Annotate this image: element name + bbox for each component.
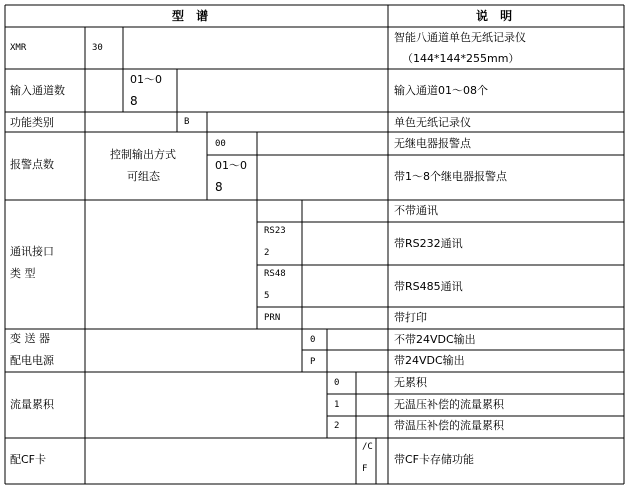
comm-rs232-code-a: RS23	[264, 226, 286, 236]
comm-prn-code: PRN	[264, 313, 281, 323]
comm-rs485-code-a: RS48	[264, 269, 286, 279]
comm-rs485-desc: 带RS485通讯	[394, 280, 463, 293]
power-opt1-code: 0	[310, 335, 316, 345]
comm-rs232-code-b: 2	[264, 248, 270, 258]
comm-label-a: 通讯接口	[10, 245, 54, 258]
alarm-label: 报警点数	[10, 158, 54, 171]
xmr-label: XMR	[10, 43, 27, 53]
func-code: B	[184, 117, 190, 127]
flow-opt0-desc: 无累积	[394, 376, 427, 389]
cf-code-a: /C	[362, 442, 373, 452]
comm-none-desc: 不带通讯	[394, 204, 438, 217]
header-description: 说 明	[476, 9, 517, 23]
channels-code-a: 01～0	[130, 73, 162, 86]
xmr-desc-line1: 智能八通道单色无纸记录仪	[394, 31, 526, 44]
cf-code-b: F	[362, 464, 368, 474]
alarm-opt2-code-b: 8	[215, 180, 223, 194]
alarm-control-b: 可组态	[127, 170, 160, 183]
alarm-opt1-code: 00	[215, 139, 226, 149]
cf-label: 配CF卡	[10, 453, 47, 466]
power-label-b: 配电电源	[10, 354, 54, 367]
power-opt2-desc: 带24VDC输出	[394, 354, 465, 367]
channels-desc: 输入通道01～08个	[394, 84, 488, 97]
func-desc: 单色无纸记录仪	[394, 116, 471, 129]
channels-label: 输入通道数	[10, 84, 65, 97]
alarm-control-a: 控制输出方式	[110, 148, 176, 161]
flow-opt1-desc: 无温压补偿的流量累积	[394, 398, 504, 411]
comm-rs485-code-b: 5	[264, 291, 270, 301]
power-label-a: 变 送 器	[10, 332, 50, 345]
comm-label-b: 类 型	[10, 267, 36, 280]
xmr-code: 30	[92, 43, 103, 53]
cf-desc: 带CF卡存储功能	[394, 453, 475, 466]
alarm-opt2-desc: 带1～8个继电器报警点	[394, 170, 507, 183]
power-opt1-desc: 不带24VDC输出	[394, 333, 476, 346]
power-opt2-code: P	[310, 357, 316, 367]
xmr-desc-line2: （144*144*255mm）	[402, 52, 520, 65]
header-model: 型 谱	[172, 9, 213, 23]
comm-rs232-desc: 带RS232通讯	[394, 237, 463, 250]
comm-prn-desc: 带打印	[394, 311, 427, 324]
flow-label: 流量累积	[10, 398, 54, 411]
channels-code-b: 8	[130, 94, 138, 108]
alarm-opt1-desc: 无继电器报警点	[394, 137, 471, 150]
flow-opt0-code: 0	[334, 378, 340, 388]
flow-opt2-code: 2	[334, 421, 340, 431]
alarm-opt2-code-a: 01～0	[215, 159, 247, 172]
func-label: 功能类别	[10, 116, 54, 129]
flow-opt2-desc: 带温压补偿的流量累积	[394, 419, 504, 432]
flow-opt1-code: 1	[334, 400, 340, 410]
